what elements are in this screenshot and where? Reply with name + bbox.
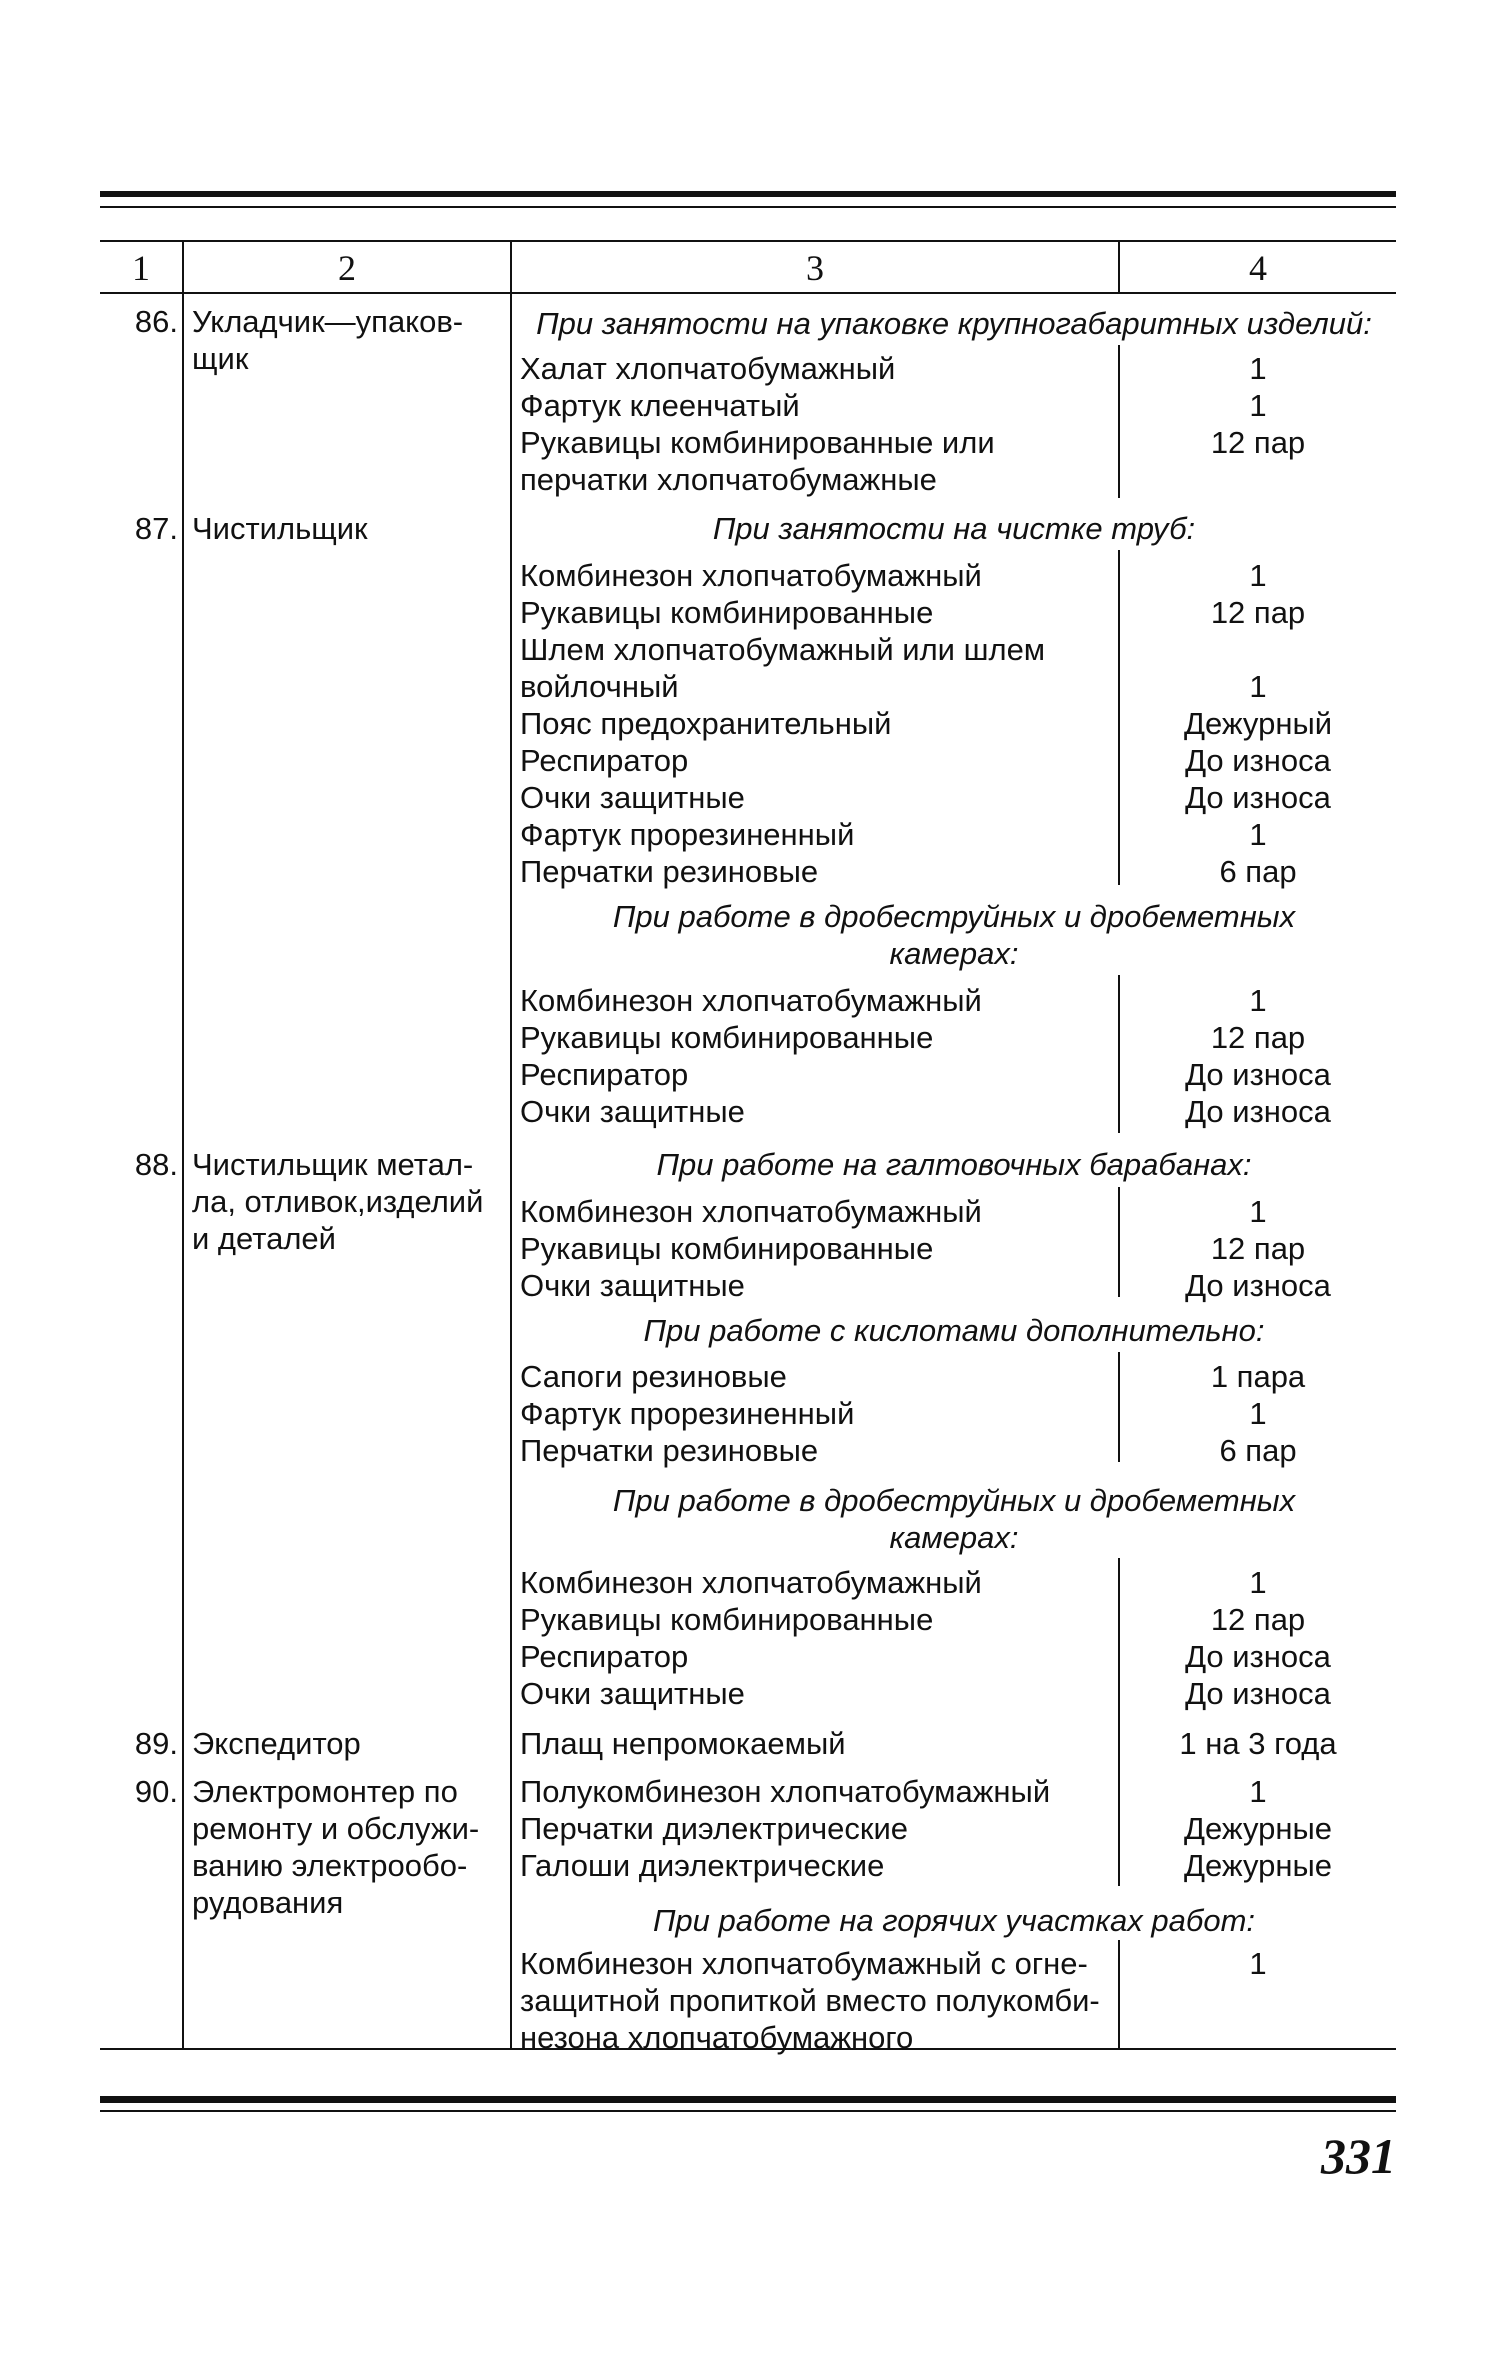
- item-name: Рукавицы комбинированные или: [520, 425, 995, 460]
- item-name: Перчатки диэлектрические: [520, 1811, 909, 1846]
- header-bottom-rule: [100, 292, 1396, 294]
- item-name: Комбинезон хлопчатобумажный: [520, 983, 982, 1018]
- occupation-line: ла, отливок,изделий: [192, 1184, 484, 1219]
- item-quantity: Дежурные: [1183, 1848, 1332, 1883]
- item-quantity: До износа: [1185, 1676, 1331, 1711]
- condition-heading: При работе в дробеструйных и дробеметных: [612, 1483, 1296, 1518]
- occupation-line: Чистильщик: [192, 511, 368, 546]
- item-name: Очки защитные: [520, 780, 745, 815]
- item-name: Респиратор: [520, 743, 689, 778]
- item-name: Респиратор: [520, 1057, 689, 1092]
- condition-heading: При занятости на упаковке крупногабаритных изделий:: [536, 306, 1372, 341]
- item-name: Очки защитные: [520, 1094, 745, 1129]
- item-name: Фартук клеенчатый: [520, 388, 800, 423]
- item-quantity: Дежурные: [1183, 1811, 1332, 1846]
- page-number: 331: [1321, 2128, 1396, 2184]
- row-number: 89.: [134, 1726, 178, 1761]
- item-quantity: 1: [1249, 669, 1267, 704]
- item-name: перчатки хлопчатобумажные: [520, 462, 937, 497]
- item-name: Рукавицы комбинированные: [520, 1231, 934, 1266]
- item-quantity: До износа: [1185, 1057, 1331, 1092]
- item-quantity: 1: [1249, 1396, 1267, 1431]
- item-quantity: 12 пар: [1210, 1602, 1306, 1637]
- top-rule-thick: [100, 191, 1396, 197]
- bottom-rule-thin: [100, 2110, 1396, 2112]
- item-quantity: До износа: [1185, 743, 1331, 778]
- item-name: Респиратор: [520, 1639, 689, 1674]
- condition-heading: камерах:: [889, 1520, 1019, 1555]
- item-name: Пояс предохранительный: [520, 706, 892, 741]
- item-name: войлочный: [520, 669, 679, 704]
- item-quantity: 12 пар: [1210, 1020, 1306, 1055]
- item-quantity: 1: [1249, 983, 1267, 1018]
- item-name: Халат хлопчатобумажный: [520, 351, 896, 386]
- condition-heading: При работе на галтовочных барабанах:: [656, 1147, 1252, 1182]
- item-name: Полукомбинезон хлопчатобумажный: [520, 1774, 1051, 1809]
- condition-heading: При занятости на чистке труб:: [712, 511, 1196, 546]
- top-rule-thin: [100, 206, 1396, 208]
- item-quantity: 6 пар: [1219, 1433, 1297, 1468]
- occupation-line: Укладчик—упаков-: [192, 304, 464, 339]
- item-name: Перчатки резиновые: [520, 1433, 819, 1468]
- item-quantity: 1: [1249, 817, 1267, 852]
- item-quantity: 1: [1249, 351, 1267, 386]
- item-quantity: 6 пар: [1219, 854, 1297, 889]
- condition-heading: камерах:: [889, 936, 1019, 971]
- item-name: Комбинезон хлопчатобумажный с огне-: [520, 1946, 1088, 1981]
- row-number: 87.: [134, 511, 178, 546]
- item-quantity: 12 пар: [1210, 595, 1306, 630]
- item-name: Фартук прорезиненный: [520, 817, 855, 852]
- occupation-line: Электромонтер по: [192, 1774, 458, 1809]
- occupation-line: ванию электрообо-: [192, 1848, 468, 1883]
- header-col-2: 2: [338, 248, 356, 288]
- item-quantity: 1: [1249, 1194, 1267, 1229]
- item-name: защитной пропиткой вместо полукомби-: [520, 1983, 1100, 2018]
- item-quantity: 1 пара: [1210, 1359, 1306, 1394]
- item-name: Комбинезон хлопчатобумажный: [520, 1565, 982, 1600]
- row-number: 88.: [134, 1147, 178, 1182]
- item-name: Сапоги резиновые: [520, 1359, 787, 1394]
- item-name: Комбинезон хлопчатобумажный: [520, 1194, 982, 1229]
- item-quantity: Дежурный: [1183, 706, 1333, 741]
- item-quantity: 1: [1249, 388, 1267, 423]
- item-quantity: До износа: [1185, 1094, 1331, 1129]
- header-top-rule: [100, 240, 1396, 242]
- header-col-4: 4: [1249, 248, 1267, 288]
- item-name: Плащ непромокаемый: [520, 1726, 846, 1761]
- item-name: Рукавицы комбинированные: [520, 595, 934, 630]
- item-quantity: 12 пар: [1210, 425, 1306, 460]
- item-name: Рукавицы комбинированные: [520, 1602, 934, 1637]
- row-number: 86.: [134, 304, 178, 339]
- header-col-1: 1: [132, 248, 150, 288]
- condition-heading: При работе в дробеструйных и дробеметных: [612, 899, 1296, 934]
- item-quantity: 1 на 3 года: [1179, 1726, 1337, 1761]
- item-quantity: 1: [1249, 1565, 1267, 1600]
- occupation-line: Экспедитор: [192, 1726, 361, 1761]
- item-quantity: До износа: [1185, 1268, 1331, 1303]
- item-quantity: 12 пар: [1210, 1231, 1306, 1266]
- item-name: Фартук прорезиненный: [520, 1396, 855, 1431]
- occupation-line: Чистильщик метал-: [192, 1147, 474, 1182]
- item-name: Галоши диэлектрические: [520, 1848, 885, 1883]
- item-name: Очки защитные: [520, 1268, 745, 1303]
- condition-heading: При работе с кислотами дополнительно:: [643, 1313, 1265, 1348]
- column-divider-1: [182, 240, 184, 2050]
- occupation-line: ремонту и обслужи-: [192, 1811, 480, 1846]
- item-name: Рукавицы комбинированные: [520, 1020, 934, 1055]
- item-name: незона хлопчатобумажного: [520, 2020, 914, 2055]
- item-name: Перчатки резиновые: [520, 854, 819, 889]
- header-col-3: 3: [806, 248, 824, 288]
- item-quantity: 1: [1249, 1946, 1267, 1981]
- bottom-rule-thick: [100, 2096, 1396, 2103]
- item-name: Очки защитные: [520, 1676, 745, 1711]
- item-quantity: До износа: [1185, 1639, 1331, 1674]
- row-number: 90.: [134, 1774, 178, 1809]
- occupation-line: рудования: [192, 1885, 344, 1920]
- item-name: Шлем хлопчатобумажный или шлем: [520, 632, 1046, 667]
- item-quantity: До износа: [1185, 780, 1331, 815]
- item-quantity: 1: [1249, 558, 1267, 593]
- occupation-line: и деталей: [192, 1221, 336, 1256]
- occupation-line: щик: [192, 341, 249, 376]
- item-quantity: 1: [1249, 1774, 1267, 1809]
- condition-heading: При работе на горячих участках работ:: [652, 1903, 1256, 1938]
- item-name: Комбинезон хлопчатобумажный: [520, 558, 982, 593]
